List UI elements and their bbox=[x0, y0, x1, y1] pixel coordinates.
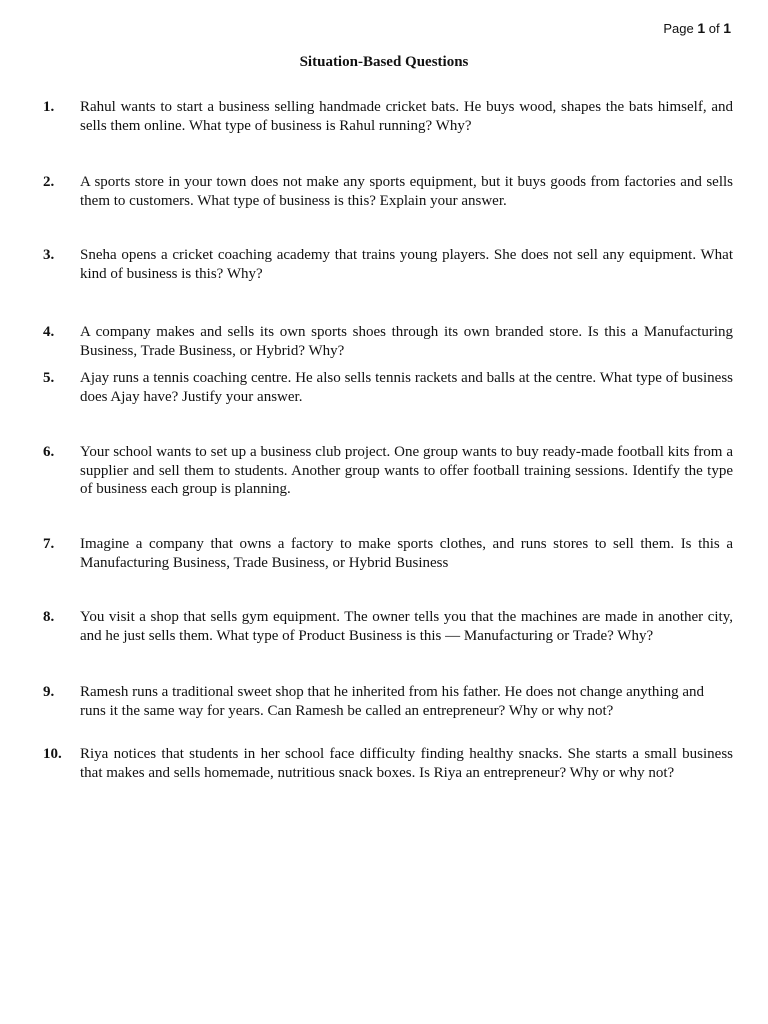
question-number: 7. bbox=[43, 536, 55, 552]
question-8 bbox=[43, 608, 733, 645]
page-current: 1 bbox=[697, 20, 706, 36]
question-3 bbox=[43, 246, 733, 283]
question-number: 9. bbox=[43, 684, 55, 700]
question-text: Rahul wants to start a business selling handmade cricket bats. He buys wood, shapes the bats himself, and sells them online. What type of business is Rahul running? Why? bbox=[80, 99, 733, 134]
question-9 bbox=[43, 683, 733, 720]
question-text: Imagine a company that owns a factory to make sports clothes, and runs stores to sell them. Is this a Manufacturing Business, Trade Business, or Hybrid Business bbox=[80, 536, 733, 571]
question-1 bbox=[43, 98, 733, 135]
question-2 bbox=[43, 173, 733, 210]
question-text: A company makes and sells its own sports shoes through its own branded store. Is this a Manufacturing Business, Trade Business, or Hybrid? Why? bbox=[80, 324, 733, 359]
question-number: 6. bbox=[43, 444, 55, 460]
page-total: 1 bbox=[723, 20, 731, 36]
question-number: 8. bbox=[43, 609, 55, 625]
page-number bbox=[663, 20, 731, 36]
question-10 bbox=[43, 745, 733, 782]
question-text: Riya notices that students in her school face difficulty finding healthy snacks. She starts a small business that makes and sells homemade, nutritious snack boxes. Is Riya an entrepreneur? Why or why not? bbox=[80, 746, 733, 781]
question-text: You visit a shop that sells gym equipment. The owner tells you that the machines are made in another city, and he just sells them. What type of Product Business is this — Manufacturing or Trade? Why? bbox=[80, 609, 733, 644]
question-4 bbox=[43, 323, 733, 360]
question-number: 3. bbox=[43, 247, 55, 263]
question-text: A sports store in your town does not make any sports equipment, but it buys goods from factories and sells them to customers. What type of business is this? Explain your answer. bbox=[80, 174, 733, 209]
page-prefix: Page bbox=[663, 21, 694, 36]
question-number: 5. bbox=[43, 370, 55, 386]
document-title: Situation-Based Questions bbox=[299, 54, 469, 70]
question-text: Sneha opens a cricket coaching academy that trains young players. She does not sell any equipment. What kind of business is this? Why? bbox=[80, 247, 733, 282]
question-number: 10. bbox=[43, 746, 62, 762]
question-text: Ramesh runs a traditional sweet shop that he inherited from his father. He does not change anything and runs it the same way for years. Can Ramesh be called an entrepreneur? Why or why not? bbox=[80, 684, 705, 719]
question-5 bbox=[43, 369, 733, 406]
question-text: Your school wants to set up a business club project. One group wants to buy ready-made football kits from a supplier and sell them to students. Another group wants to offer football training sessions. Identify the type of business each group is planning. bbox=[80, 444, 733, 497]
page-of: of bbox=[708, 21, 720, 36]
question-number: 4. bbox=[43, 324, 55, 340]
question-number: 2. bbox=[43, 174, 55, 190]
question-6 bbox=[43, 443, 733, 499]
question-number: 1. bbox=[43, 99, 55, 115]
question-text: Ajay runs a tennis coaching centre. He also sells tennis rackets and balls at the centre. What type of business does Ajay have? Justify your answer. bbox=[80, 370, 733, 405]
question-7 bbox=[43, 535, 733, 572]
